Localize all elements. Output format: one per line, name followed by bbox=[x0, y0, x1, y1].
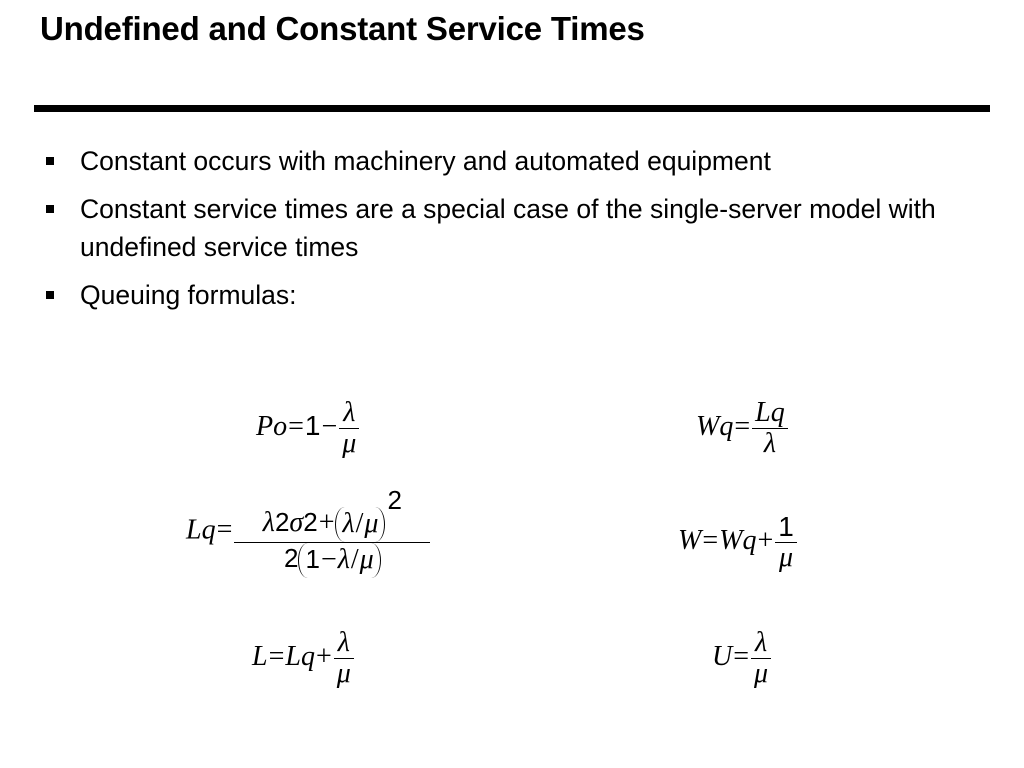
formula-w bbox=[678, 512, 798, 573]
square-bullet-icon bbox=[46, 291, 54, 299]
formula-lhs: Po bbox=[256, 411, 288, 443]
plus-sign: + bbox=[757, 525, 774, 557]
mu-symbol: μ bbox=[359, 543, 374, 575]
denominator: μ bbox=[336, 658, 351, 690]
equals-sign: = bbox=[288, 411, 304, 443]
formula-lhs: L bbox=[252, 641, 268, 673]
exponent-two: 2 bbox=[303, 507, 318, 537]
bullet-text: Constant service times are a special case of the single-server model with undefined service times bbox=[80, 194, 936, 262]
lambda-symbol: λ bbox=[342, 508, 355, 540]
formula-po bbox=[256, 398, 360, 459]
denominator: μ bbox=[342, 428, 357, 460]
constant-one: 1 bbox=[305, 543, 320, 574]
constant-two: 2 bbox=[284, 542, 299, 573]
denominator: λ bbox=[763, 428, 776, 460]
constant-one: 1 bbox=[304, 410, 321, 442]
denominator: μ bbox=[754, 658, 769, 690]
fraction bbox=[339, 398, 359, 459]
denominator: μ bbox=[779, 542, 794, 574]
lq-term: Lq bbox=[285, 641, 315, 673]
numerator: λ bbox=[343, 397, 356, 428]
equals-sign: = bbox=[733, 641, 750, 673]
bullet-text: Constant occurs with machinery and automated equipment bbox=[80, 146, 771, 176]
power-two: 2 bbox=[387, 485, 402, 515]
minus-sign: − bbox=[320, 543, 337, 575]
fraction bbox=[334, 628, 354, 689]
square-bullet-icon bbox=[46, 157, 54, 165]
title-divider bbox=[34, 105, 990, 112]
wq-term: Wq bbox=[719, 525, 757, 557]
exponent-two: 2 bbox=[274, 507, 290, 537]
parenthesis-group bbox=[298, 543, 380, 578]
numerator: 1 bbox=[778, 511, 794, 542]
formula-lhs: Wq bbox=[696, 411, 734, 443]
formula-u bbox=[712, 628, 772, 689]
denominator bbox=[234, 543, 430, 578]
formula-lhs: U bbox=[712, 641, 733, 673]
fraction bbox=[751, 628, 771, 689]
bullet-item bbox=[44, 190, 994, 266]
sigma-symbol: σ bbox=[289, 507, 304, 538]
fraction bbox=[234, 486, 430, 578]
numerator bbox=[234, 486, 430, 542]
bullet-item bbox=[44, 142, 994, 180]
numerator: λ bbox=[337, 627, 350, 658]
plus-sign: + bbox=[315, 641, 332, 673]
parenthesis-group bbox=[335, 507, 385, 542]
mu-symbol: μ bbox=[364, 508, 379, 540]
fraction bbox=[752, 398, 788, 459]
bullet-text: Queuing formulas: bbox=[80, 280, 297, 310]
slide-title: Undefined and Constant Service Times bbox=[40, 10, 645, 47]
formula-l bbox=[252, 628, 355, 689]
equals-sign: = bbox=[734, 411, 751, 443]
equals-sign: = bbox=[268, 641, 285, 673]
bullet-item bbox=[44, 276, 994, 314]
lambda-symbol: λ bbox=[337, 543, 350, 575]
lambda-symbol: λ bbox=[262, 507, 275, 538]
equals-sign: = bbox=[216, 514, 233, 546]
divide-slash: / bbox=[350, 543, 359, 575]
numerator: λ bbox=[754, 627, 768, 658]
plus-sign: + bbox=[318, 507, 335, 538]
formula-lq bbox=[186, 486, 431, 578]
formula-lhs: Lq bbox=[186, 514, 216, 546]
bullet-list bbox=[44, 142, 994, 324]
equals-sign: = bbox=[702, 525, 719, 557]
minus-sign: − bbox=[321, 411, 338, 443]
square-bullet-icon bbox=[46, 205, 54, 213]
formula-wq bbox=[696, 398, 789, 459]
fraction bbox=[775, 512, 797, 573]
divide-slash: / bbox=[355, 508, 364, 540]
numerator: Lq bbox=[755, 397, 785, 428]
formula-lhs: W bbox=[678, 525, 702, 557]
